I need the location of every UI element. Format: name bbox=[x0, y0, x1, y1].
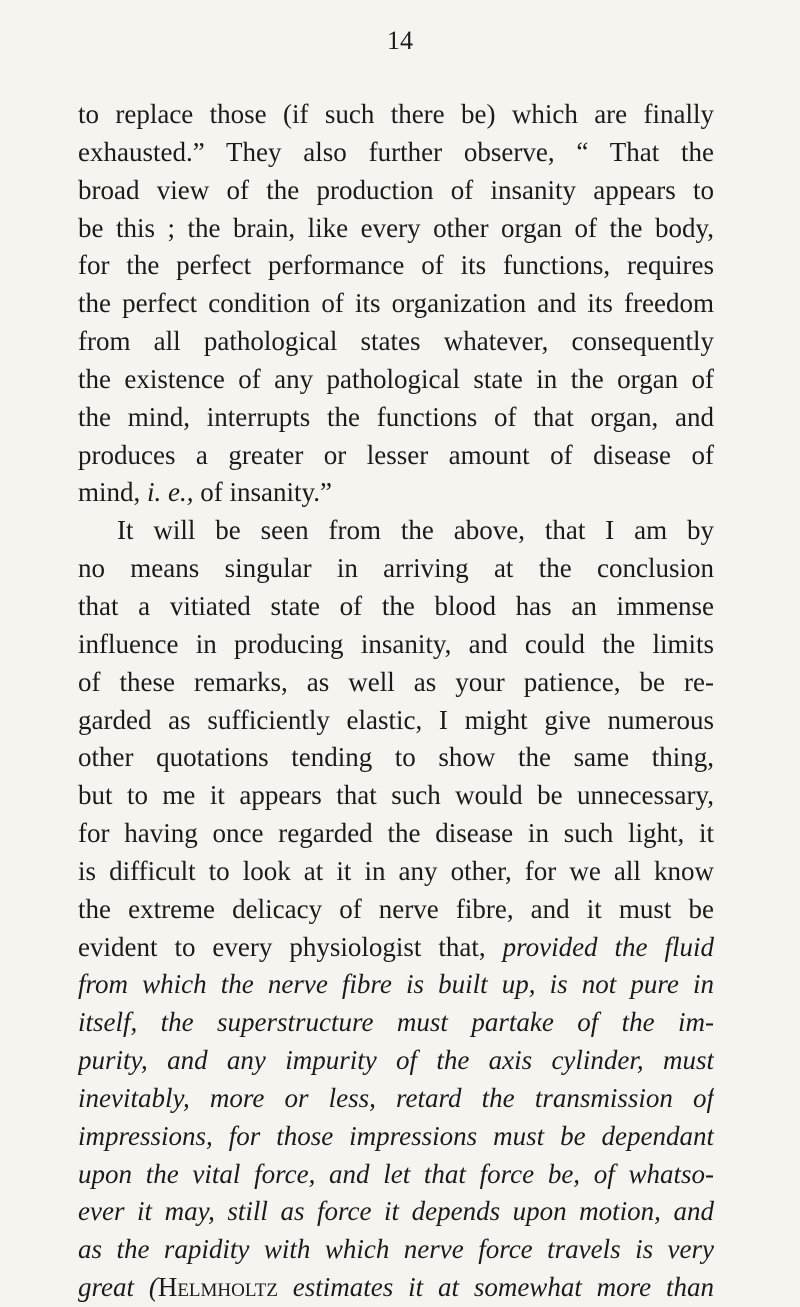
italic-line: impressions, for those impressions must be dependant bbox=[78, 1120, 714, 1151]
text-line: exhausted.” They also further observe, “ That the bbox=[78, 136, 714, 167]
text-line: be this ; the brain, like every other organ of the body, bbox=[78, 212, 714, 243]
text-line: produces a greater or lesser amount of disease of bbox=[78, 439, 714, 470]
page-number: 14 bbox=[387, 26, 413, 55]
text-line: broad view of the production of insanity appears to bbox=[78, 174, 714, 205]
italic-line: as the rapidity with which nerve force travels is very bbox=[78, 1234, 714, 1265]
text-line-mixed bbox=[78, 929, 714, 967]
text-line: of these remarks, as well as your patience, be re- bbox=[78, 666, 714, 697]
text-line: no means singular in arriving at the conclusion bbox=[78, 553, 714, 584]
text-line: for the perfect performance of its functions, requires bbox=[78, 250, 714, 281]
text-line: from all pathological states whatever, consequently bbox=[78, 326, 714, 357]
italic-segment: great ( bbox=[78, 1272, 158, 1303]
text-line: that a vitiated state of the blood has an immense bbox=[78, 590, 714, 621]
text-line: is difficult to look at it in any other, for we all know bbox=[78, 855, 714, 886]
text-line: to replace those (if such there be) which are finally bbox=[78, 99, 714, 129]
text-segment: of insanity.” bbox=[193, 477, 332, 508]
italic-line: purity, and any impurity of the axis cylinder, must bbox=[78, 1045, 714, 1076]
italic-line: from which the nerve fibre is built up, is not pure in bbox=[78, 969, 714, 1000]
italic-segment: provided the fluid bbox=[502, 931, 714, 962]
text-segment: evident to every physiologist that, bbox=[78, 931, 503, 962]
text-line: the existence of any pathological state in the organ of bbox=[78, 363, 714, 394]
italic-line: inevitably, more or less, retard the transmission of bbox=[78, 1082, 714, 1113]
text-line: garded as sufficiently elastic, I might give numerous bbox=[78, 704, 714, 735]
italic-segment: estimates it at somewhat more than bbox=[277, 1272, 714, 1303]
text-line-mixed bbox=[78, 474, 714, 512]
author-name: Helmholtz bbox=[157, 1272, 278, 1303]
paragraph-start-line: It will be seen from the above, that I am by bbox=[117, 515, 714, 546]
body-text bbox=[78, 96, 714, 1307]
text-line-mixed bbox=[78, 1269, 714, 1307]
text-line: other quotations tending to show the same thing, bbox=[78, 742, 714, 773]
text-line: influence in producing insanity, and could the limits bbox=[78, 628, 714, 659]
text-line: for having once regarded the disease in such light, it bbox=[78, 818, 714, 849]
text-line: but to me it appears that such would be unnecessary, bbox=[78, 780, 714, 811]
italic-line: upon the vital force, and let that force be, of whatso- bbox=[78, 1158, 714, 1189]
italic-segment: i. e., bbox=[147, 477, 194, 508]
text-line: the extreme delicacy of nerve fibre, and it must be bbox=[78, 893, 714, 924]
italic-line: ever it may, still as force it depends upon motion, and bbox=[78, 1196, 714, 1227]
italic-line: itself, the superstructure must partake of the im- bbox=[78, 1007, 714, 1038]
text-line: the mind, interrupts the functions of that organ, and bbox=[78, 401, 714, 432]
text-line: the perfect condition of its organization and its freedom bbox=[78, 288, 714, 319]
text-segment: mind, bbox=[78, 477, 148, 508]
